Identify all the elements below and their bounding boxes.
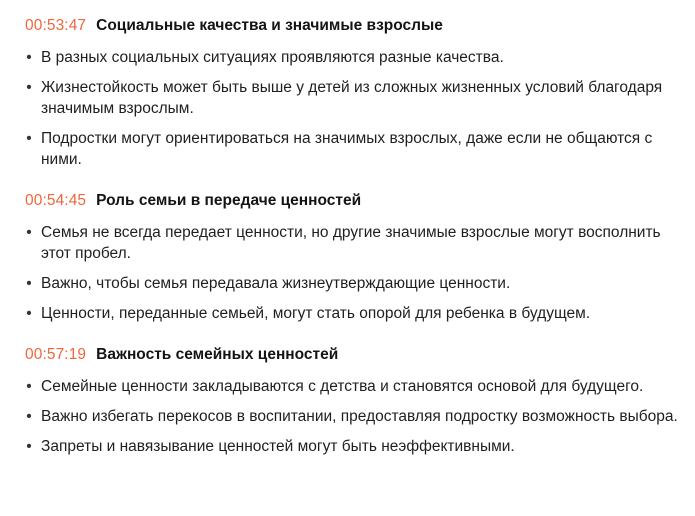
bullet-text: Подростки могут ориентироваться на значимых взрослых, даже если не общаются с ними.: [41, 130, 653, 168]
bullet-icon: •: [26, 438, 32, 455]
section-header: [25, 346, 695, 372]
section-title: Социальные качества и значимые взрослые: [96, 17, 443, 34]
bullet-item: [25, 47, 681, 68]
bullet-list: [25, 47, 695, 170]
summary-section: [25, 346, 695, 457]
bullet-item: [25, 303, 681, 324]
section-title: Важность семейных ценностей: [96, 346, 339, 363]
bullet-item: [25, 222, 681, 264]
bullet-item: [25, 376, 681, 397]
section-title: Роль семьи в передаче ценностей: [96, 192, 362, 209]
summary-section: [25, 17, 695, 170]
bullet-text: Семья не всегда передает ценности, но другие значимые взрослые могут восполнить этот пробел.: [41, 224, 661, 262]
section-header: [25, 17, 695, 43]
bullet-text: Ценности, переданные семьей, могут стать опорой для ребенка в будущем.: [41, 305, 591, 322]
bullet-icon: •: [26, 224, 32, 241]
timestamp-link[interactable]: 00:53:47: [25, 17, 87, 34]
bullet-item: [25, 406, 681, 427]
bullet-icon: •: [26, 130, 32, 147]
bullet-icon: •: [26, 305, 32, 322]
summary-section: [25, 192, 695, 324]
bullet-text: Важно, чтобы семья передавала жизнеутверждающие ценности.: [41, 275, 511, 292]
bullet-text: Жизнестойкость может быть выше у детей из сложных жизненных условий благодаря значимым взрослым.: [41, 79, 663, 117]
bullet-text: Семейные ценности закладываются с детства и становятся основой для будущего.: [41, 378, 644, 395]
bullet-item: [25, 77, 681, 119]
bullet-icon: •: [26, 378, 32, 395]
bullet-icon: •: [26, 408, 32, 425]
bullet-text: В разных социальных ситуациях проявляются разные качества.: [41, 49, 504, 66]
bullet-list: [25, 376, 695, 457]
bullet-text: Важно избегать перекосов в воспитании, предоставляя подростку возможность выбора.: [41, 408, 678, 425]
bullet-item: [25, 128, 681, 170]
bullet-list: [25, 222, 695, 324]
bullet-icon: •: [26, 79, 32, 96]
section-header: [25, 192, 695, 218]
bullet-item: [25, 436, 681, 457]
timestamp-link[interactable]: 00:54:45: [25, 192, 87, 209]
bullet-text: Запреты и навязывание ценностей могут быть неэффективными.: [41, 438, 515, 455]
bullet-icon: •: [26, 275, 32, 292]
bullet-icon: •: [26, 49, 32, 66]
bullet-item: [25, 273, 681, 294]
timestamp-link[interactable]: 00:57:19: [25, 346, 87, 363]
